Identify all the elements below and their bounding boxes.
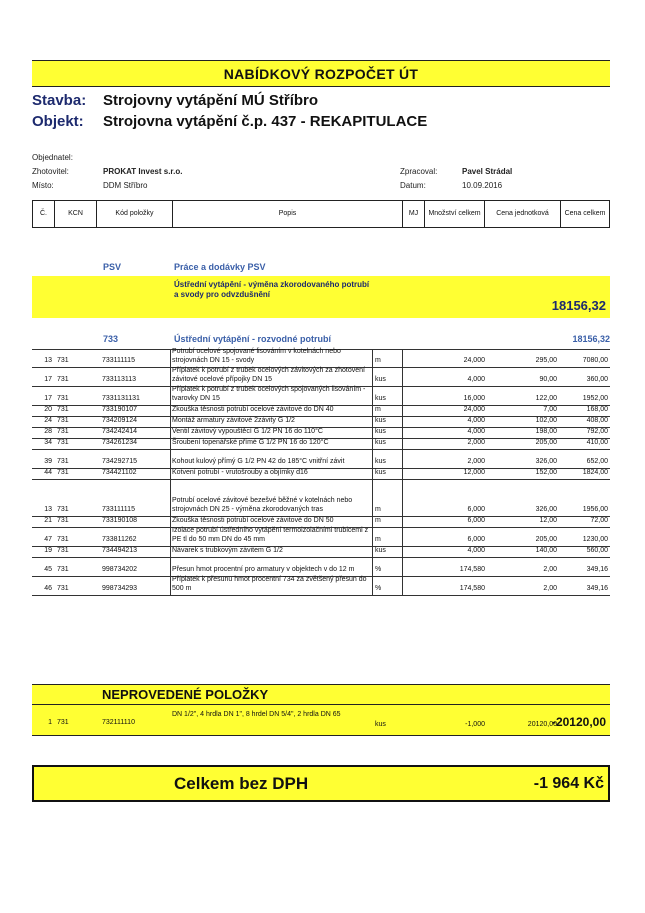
zhotovitel-value: PROKAT Invest s.r.o. bbox=[103, 167, 183, 176]
column-divider bbox=[372, 480, 373, 516]
column-divider bbox=[170, 387, 171, 405]
row-total: 1952,00 bbox=[582, 394, 608, 402]
column-divider bbox=[402, 558, 403, 576]
row-total: 792,00 bbox=[586, 427, 608, 435]
column-divider bbox=[372, 428, 373, 438]
row-description: Příplatek k potrubí z trubek ocelových závitových za zhotovení závitové ocelové přípojky DN 15 bbox=[172, 367, 365, 383]
column-divider bbox=[372, 417, 373, 427]
row-description: Šroubení topenářské přímé G 1/2 PN 16 do 120°C bbox=[172, 438, 329, 446]
row-kcn: 731 bbox=[57, 584, 69, 592]
row-quantity: 6,000 bbox=[467, 505, 485, 513]
row-description: Zkouška těsnosti potrubí ocelové závitové do DN 40 bbox=[172, 405, 334, 413]
column-divider bbox=[402, 577, 403, 595]
row-quantity: 6,000 bbox=[467, 516, 485, 524]
summary-total: 18156,32 bbox=[551, 298, 606, 313]
row-code: 733111115 bbox=[102, 356, 135, 364]
zpracoval-value: Pavel Strádal bbox=[462, 167, 513, 176]
row-unit: m bbox=[375, 535, 381, 543]
row-code: 734209124 bbox=[102, 416, 138, 424]
row-number: 19 bbox=[44, 546, 52, 554]
datum-label: Datum: bbox=[400, 181, 426, 190]
column-divider bbox=[372, 406, 373, 416]
table-row bbox=[32, 577, 610, 596]
row-number: 13 bbox=[44, 505, 52, 513]
row-number: 47 bbox=[44, 535, 52, 543]
row-unit: kus bbox=[375, 375, 386, 383]
table-row bbox=[32, 406, 610, 417]
row-unit-price: 326,00 bbox=[535, 457, 557, 465]
row-description: Zkouška těsnosti potrubí ocelové závitové do DN 50 bbox=[172, 516, 334, 524]
row-total: 7080,00 bbox=[582, 356, 608, 364]
row-quantity: 4,000 bbox=[467, 546, 485, 554]
row-number: 13 bbox=[44, 356, 52, 364]
column-divider bbox=[170, 480, 171, 516]
column-divider bbox=[402, 428, 403, 438]
document-title: NABÍDKOVÝ ROZPOČET ÚT bbox=[32, 60, 610, 87]
row-total: 652,00 bbox=[586, 457, 608, 465]
table-row bbox=[32, 547, 610, 558]
column-divider bbox=[170, 558, 171, 576]
zhotovitel-label: Zhotovitel: bbox=[32, 167, 69, 176]
row-total: 410,00 bbox=[586, 438, 608, 446]
row-unit-price: 326,00 bbox=[535, 505, 557, 513]
row-kcn: 731 bbox=[57, 535, 69, 543]
row-quantity: 174,580 bbox=[459, 565, 485, 573]
row-unit: % bbox=[375, 584, 382, 592]
column-divider bbox=[402, 547, 403, 557]
objekt-value: Strojovna vytápění č.p. 437 - REKAPITULACE bbox=[103, 113, 428, 130]
column-divider bbox=[402, 417, 403, 427]
np-qty: -1,000 bbox=[465, 721, 485, 728]
row-kcn: 731 bbox=[57, 394, 69, 402]
column-divider bbox=[372, 368, 373, 386]
summary-text: Ústřední vytápění - výměna zkorodovaného potrubí a svody pro odvzdušnění bbox=[174, 280, 370, 299]
row-unit: kus bbox=[375, 457, 386, 465]
celkem-value: -1 964 Kč bbox=[533, 775, 604, 792]
row-description: Příplatek k potrubí z trubek ocelových spojovaných lisováním - tvarovky DN 15 bbox=[172, 386, 366, 402]
row-code: 733811262 bbox=[102, 535, 137, 543]
row-unit: m bbox=[375, 356, 381, 364]
row-kcn: 731 bbox=[57, 375, 69, 383]
row-code: 733111115 bbox=[102, 505, 135, 513]
row-code: 733190108 bbox=[102, 516, 138, 524]
celkem-box bbox=[32, 765, 610, 802]
col-cena-celkem: Cena celkem bbox=[564, 210, 606, 217]
summary-block bbox=[32, 276, 610, 318]
column-divider bbox=[402, 469, 403, 479]
table-row bbox=[32, 450, 610, 469]
row-unit-price: 2,00 bbox=[543, 565, 557, 573]
zpracoval-label: Zpracoval: bbox=[400, 167, 438, 176]
row-quantity: 174,580 bbox=[459, 584, 485, 592]
row-unit-price: 295,00 bbox=[535, 356, 557, 364]
row-unit: m bbox=[375, 516, 381, 524]
row-number: 21 bbox=[44, 516, 52, 524]
row-number: 34 bbox=[44, 438, 52, 446]
column-divider bbox=[170, 450, 171, 468]
row-code: 734292715 bbox=[102, 457, 138, 465]
row-quantity: 4,000 bbox=[467, 427, 485, 435]
row-number: 39 bbox=[44, 457, 52, 465]
row-quantity: 4,000 bbox=[467, 375, 485, 383]
column-divider bbox=[402, 387, 403, 405]
col-popis: Popis bbox=[173, 201, 403, 227]
row-unit-price: 205,00 bbox=[535, 438, 557, 446]
row-unit: m bbox=[375, 505, 381, 513]
celkem-label: Celkem bez DPH bbox=[174, 774, 309, 793]
column-divider bbox=[170, 439, 171, 449]
np-kod: 732111110 bbox=[102, 719, 135, 726]
row-unit-price: 122,00 bbox=[535, 394, 557, 402]
row-number: 28 bbox=[44, 427, 52, 435]
section-total: 18156,32 bbox=[572, 334, 610, 344]
row-unit: kus bbox=[375, 427, 386, 435]
stavba-value: Strojovny vytápění MÚ Stříbro bbox=[103, 92, 319, 109]
row-quantity: 24,000 bbox=[463, 356, 485, 364]
column-divider bbox=[402, 368, 403, 386]
row-quantity: 12,000 bbox=[463, 468, 485, 476]
column-divider bbox=[372, 577, 373, 595]
np-mj: kus bbox=[375, 721, 386, 728]
objekt-label: Objekt: bbox=[32, 113, 84, 130]
row-code: 734261234 bbox=[102, 438, 138, 446]
row-total: 1956,00 bbox=[582, 505, 608, 513]
row-quantity: 24,000 bbox=[463, 405, 485, 413]
table-row bbox=[32, 480, 610, 517]
column-divider bbox=[372, 387, 373, 405]
np-total: -20120,00 bbox=[551, 715, 606, 729]
row-number: 17 bbox=[44, 394, 52, 402]
column-divider bbox=[170, 417, 171, 427]
np-desc: DN 1/2", 4 hrdla DN 1", 8 hrdel DN 5/4", 2 hrdla DN 65 bbox=[172, 711, 341, 718]
row-number: 24 bbox=[44, 416, 52, 424]
row-code: 7331131131 bbox=[102, 394, 140, 402]
column-divider bbox=[372, 558, 373, 576]
column-divider bbox=[402, 480, 403, 516]
row-code: 734494213 bbox=[102, 546, 138, 554]
stavba-label: Stavba: bbox=[32, 92, 87, 109]
row-code: 998734293 bbox=[102, 584, 138, 592]
row-number: 46 bbox=[44, 584, 52, 592]
psv-label: Práce a dodávky PSV bbox=[174, 262, 266, 272]
row-kcn: 731 bbox=[57, 457, 69, 465]
np-kcn: 731 bbox=[57, 719, 69, 726]
column-divider bbox=[372, 450, 373, 468]
np-price: 20120,00 bbox=[527, 721, 557, 728]
column-divider bbox=[402, 439, 403, 449]
row-total: 168,00 bbox=[586, 405, 608, 413]
psv-code: PSV bbox=[103, 262, 122, 272]
row-description: Příplatek k přesunu hmot procentní 734 za zvětšený přesun do 500 m bbox=[172, 576, 367, 592]
section-label: Ústřední vytápění - rozvodné potrubí bbox=[174, 334, 332, 344]
row-unit: kus bbox=[375, 416, 386, 424]
row-quantity: 6,000 bbox=[467, 535, 485, 543]
row-total: 1230,00 bbox=[582, 535, 608, 543]
column-divider bbox=[402, 517, 403, 527]
datum-value: 10.09.2016 bbox=[462, 181, 503, 190]
row-kcn: 731 bbox=[57, 356, 69, 364]
row-description: Potrubí ocelové závitové bezešvé běžné v kotelnách nebo strojovnách DN 25 - výměna zkorodovaných tras bbox=[172, 497, 353, 513]
row-unit: kus bbox=[375, 468, 386, 476]
row-unit-price: 90,00 bbox=[539, 375, 557, 383]
column-divider bbox=[170, 406, 171, 416]
row-unit: kus bbox=[375, 438, 386, 446]
table-row bbox=[32, 469, 610, 480]
row-description: Kotvení potrubí - vrutošrouby a objímky d16 bbox=[172, 468, 308, 476]
column-divider bbox=[372, 517, 373, 527]
row-code: 734242414 bbox=[102, 427, 138, 435]
row-kcn: 731 bbox=[57, 405, 69, 413]
row-total: 349,16 bbox=[586, 584, 608, 592]
table-row bbox=[32, 387, 610, 406]
row-description: Montáž armatury závitové 2závity G 1/2 bbox=[172, 416, 295, 424]
row-unit: kus bbox=[375, 546, 386, 554]
np-n: 1 bbox=[48, 719, 52, 726]
row-unit-price: 198,00 bbox=[535, 427, 557, 435]
row-description: Ventil závitový vypouštěcí G 1/2 PN 16 do 110°C bbox=[172, 427, 323, 435]
col-kcn: KCN bbox=[55, 201, 97, 227]
row-unit: m bbox=[375, 405, 381, 413]
column-divider bbox=[170, 350, 171, 367]
column-divider bbox=[170, 528, 171, 546]
column-divider bbox=[170, 577, 171, 595]
row-description: Návarek s trubkovým závitem G 1/2 bbox=[172, 546, 283, 554]
items-table bbox=[32, 349, 610, 596]
row-quantity: 2,000 bbox=[467, 457, 485, 465]
row-kcn: 731 bbox=[57, 438, 69, 446]
row-unit-price: 7,00 bbox=[543, 405, 557, 413]
row-kcn: 731 bbox=[57, 416, 69, 424]
row-total: 408,00 bbox=[586, 416, 608, 424]
row-code: 733190107 bbox=[102, 405, 138, 413]
row-quantity: 16,000 bbox=[463, 394, 485, 402]
row-number: 17 bbox=[44, 375, 52, 383]
column-divider bbox=[170, 428, 171, 438]
table-row bbox=[32, 428, 610, 439]
section-code: 733 bbox=[103, 334, 119, 344]
column-divider bbox=[170, 368, 171, 386]
column-header bbox=[32, 200, 610, 228]
misto-value: DDM Stříbro bbox=[103, 181, 148, 190]
row-unit-price: 152,00 bbox=[535, 468, 557, 476]
row-kcn: 731 bbox=[57, 468, 69, 476]
column-divider bbox=[372, 528, 373, 546]
column-divider bbox=[372, 547, 373, 557]
col-mnozstvi: Množství celkem bbox=[425, 201, 485, 227]
column-divider bbox=[372, 469, 373, 479]
row-total: 560,00 bbox=[586, 546, 608, 554]
row-kcn: 731 bbox=[57, 565, 69, 573]
row-unit-price: 102,00 bbox=[535, 416, 557, 424]
row-unit: kus bbox=[375, 394, 386, 402]
col-c: Č. bbox=[33, 201, 55, 227]
row-description: Kohout kulový přímý G 1/2 PN 42 do 185°C vnitřní závit bbox=[172, 457, 345, 465]
misto-label: Místo: bbox=[32, 181, 54, 190]
row-kcn: 731 bbox=[57, 427, 69, 435]
row-quantity: 4,000 bbox=[467, 416, 485, 424]
neprovedene-bar bbox=[32, 684, 610, 705]
column-divider bbox=[402, 406, 403, 416]
row-total: 72,00 bbox=[590, 516, 608, 524]
row-total: 360,00 bbox=[586, 375, 608, 383]
table-row bbox=[32, 417, 610, 428]
table-row bbox=[32, 528, 610, 547]
neprovedene-title: NEPROVEDENÉ POLOŽKY bbox=[102, 687, 269, 702]
row-code: 998734202 bbox=[102, 565, 138, 573]
col-mj: MJ bbox=[403, 201, 425, 227]
table-row bbox=[32, 349, 610, 368]
row-kcn: 731 bbox=[57, 505, 69, 513]
row-total: 349,16 bbox=[586, 565, 608, 573]
row-description: Izolace potrubí ústředního vytápění termoizolačními trubicemi z PE tl do 50 mm DN do 45 mm bbox=[172, 527, 369, 543]
table-row bbox=[32, 439, 610, 450]
column-divider bbox=[402, 528, 403, 546]
row-unit: % bbox=[375, 565, 382, 573]
row-code: 734421102 bbox=[102, 468, 137, 476]
col-cena-jedn: Cena jednotková bbox=[485, 201, 561, 227]
row-quantity: 2,000 bbox=[467, 438, 485, 446]
row-description: Přesun hmot procentní pro armatury v objektech v do 12 m bbox=[172, 565, 355, 573]
neprovedene-row bbox=[32, 704, 610, 736]
row-number: 44 bbox=[44, 468, 52, 476]
row-unit-price: 140,00 bbox=[535, 546, 557, 554]
column-divider bbox=[402, 450, 403, 468]
column-divider bbox=[170, 517, 171, 527]
table-row bbox=[32, 558, 610, 577]
objednatel-label: Objednatel: bbox=[32, 153, 73, 162]
column-divider bbox=[170, 469, 171, 479]
row-unit-price: 12,00 bbox=[539, 516, 557, 524]
table-row bbox=[32, 368, 610, 387]
column-divider bbox=[402, 350, 403, 367]
column-divider bbox=[372, 439, 373, 449]
row-unit-price: 2,00 bbox=[543, 584, 557, 592]
row-kcn: 731 bbox=[57, 546, 69, 554]
row-unit-price: 205,00 bbox=[535, 535, 557, 543]
column-divider bbox=[170, 547, 171, 557]
row-number: 20 bbox=[44, 405, 52, 413]
row-total: 1824,00 bbox=[582, 468, 608, 476]
column-divider bbox=[372, 350, 373, 367]
row-kcn: 731 bbox=[57, 516, 69, 524]
row-code: 733113113 bbox=[102, 375, 136, 383]
row-number: 45 bbox=[44, 565, 52, 573]
row-description: Potrubí ocelové spojované lisováním v kotelnách nebo strojovnách DN 15 - svody bbox=[172, 348, 341, 364]
col-kod: Kód položky bbox=[97, 201, 173, 227]
